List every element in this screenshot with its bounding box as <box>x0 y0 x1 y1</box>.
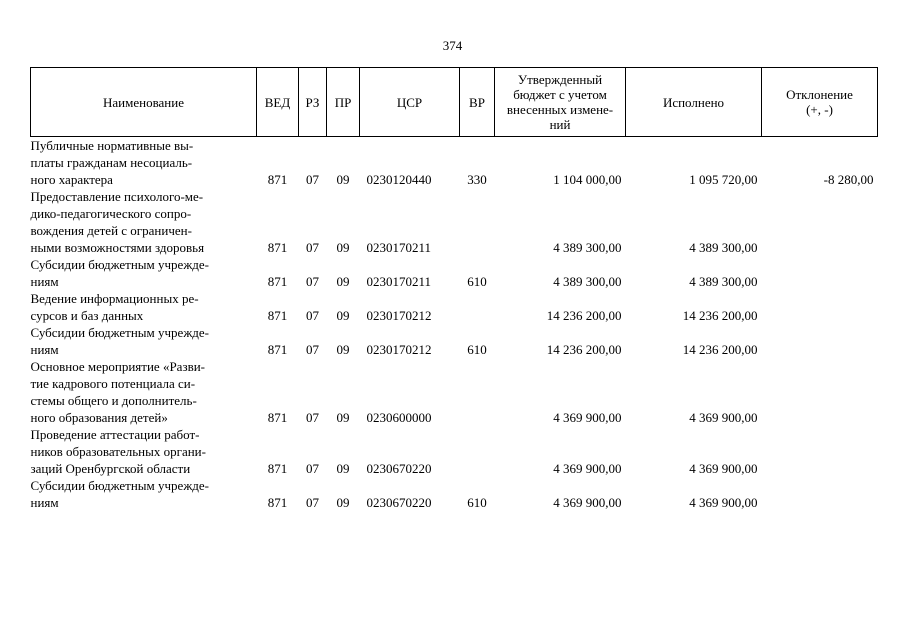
cell-deviation <box>762 324 878 358</box>
cell-csr: 0230670220 <box>366 461 432 476</box>
cell-pr: 09 <box>336 172 350 187</box>
cell-ved: 871 <box>267 495 288 510</box>
cell-vr: 610 <box>467 274 487 289</box>
table-row <box>31 477 878 511</box>
cell-name <box>31 256 257 290</box>
table-row <box>31 290 878 324</box>
header-approved <box>495 68 626 137</box>
table-row <box>31 137 878 189</box>
cell-name-line: Субсидии бюджетным учрежде- <box>30 325 210 340</box>
cell-name-line: стемы общего и дополнитель- <box>30 393 197 408</box>
cell-ved: 871 <box>267 308 288 323</box>
cell-csr: 0230120440 <box>366 172 432 187</box>
cell-name-line: заций Оренбургской области <box>30 461 191 476</box>
cell-name-line: Публичные нормативные вы- <box>30 138 194 153</box>
cell-name-line: тие кадрового потенциала си- <box>30 376 196 391</box>
cell-name-line: ного образования детей» <box>30 410 168 425</box>
table-row <box>31 324 878 358</box>
table-row <box>31 188 878 256</box>
cell-rz: 07 <box>306 240 319 255</box>
cell-ved: 871 <box>267 461 288 476</box>
cell-name <box>31 188 257 256</box>
cell-name <box>31 477 257 511</box>
cell-name-line: Проведение аттестации работ- <box>30 427 200 442</box>
cell-name-line: Субсидии бюджетным учрежде- <box>30 478 210 493</box>
cell-rz: 07 <box>306 172 319 187</box>
cell-deviation <box>762 256 878 290</box>
cell-name-line: вождения детей с ограничен- <box>30 223 192 238</box>
cell-approved: 4 389 300,00 <box>553 240 622 255</box>
cell-executed: 4 389 300,00 <box>689 240 758 255</box>
header-deviation-line: Отклонение <box>786 87 853 102</box>
cell-vr <box>460 188 495 256</box>
cell-deviation <box>762 426 878 477</box>
cell-rz: 07 <box>306 410 319 425</box>
cell-pr: 09 <box>336 495 350 510</box>
cell-ved: 871 <box>267 410 288 425</box>
cell-executed: 4 369 900,00 <box>689 410 758 425</box>
cell-name <box>31 426 257 477</box>
cell-executed: 4 389 300,00 <box>689 274 758 289</box>
header-vr: ВР <box>460 68 495 137</box>
cell-name <box>31 137 257 189</box>
cell-csr: 0230170212 <box>366 342 432 357</box>
table-row <box>31 256 878 290</box>
cell-name <box>31 324 257 358</box>
cell-csr: 0230170211 <box>366 274 432 289</box>
header-approved-line: Утвержденный <box>517 72 603 87</box>
cell-deviation: -8 280,00 <box>823 172 874 187</box>
cell-executed: 4 369 900,00 <box>689 495 758 510</box>
cell-vr: 330 <box>467 172 487 187</box>
cell-ved: 871 <box>267 240 288 255</box>
cell-pr: 09 <box>336 342 350 357</box>
header-deviation <box>762 68 878 137</box>
table-body <box>31 137 878 512</box>
cell-rz: 07 <box>306 495 319 510</box>
cell-pr: 09 <box>336 240 350 255</box>
cell-vr <box>460 358 495 426</box>
header-approved-line: ний <box>549 117 571 132</box>
cell-name-line: Субсидии бюджетным учрежде- <box>30 257 210 272</box>
cell-executed: 14 236 200,00 <box>682 308 758 323</box>
cell-deviation <box>762 188 878 256</box>
cell-executed: 1 095 720,00 <box>689 172 758 187</box>
cell-name <box>31 290 257 324</box>
cell-pr: 09 <box>336 410 350 425</box>
cell-name-line: ниям <box>30 342 59 357</box>
cell-executed: 4 369 900,00 <box>689 461 758 476</box>
budget-table <box>30 67 878 511</box>
cell-vr <box>460 426 495 477</box>
header-deviation-line: (+, -) <box>806 102 833 117</box>
cell-name-line: Основное мероприятие «Разви- <box>30 359 205 374</box>
cell-approved: 14 236 200,00 <box>546 342 622 357</box>
cell-csr: 0230170211 <box>366 240 432 255</box>
cell-approved: 1 104 000,00 <box>553 172 622 187</box>
cell-ved: 871 <box>267 274 288 289</box>
header-name: Наименование <box>31 68 257 137</box>
table-row <box>31 426 878 477</box>
cell-vr <box>460 290 495 324</box>
cell-rz: 07 <box>306 342 319 357</box>
cell-deviation <box>762 290 878 324</box>
cell-pr: 09 <box>336 461 350 476</box>
cell-name-line: ного характера <box>30 172 113 187</box>
cell-name-line: сурсов и баз данных <box>30 308 144 323</box>
header-approved-line: внесенных измене- <box>506 102 614 117</box>
cell-ved: 871 <box>267 172 288 187</box>
cell-rz: 07 <box>306 308 319 323</box>
cell-name-line: Ведение информационных ре- <box>30 291 199 306</box>
cell-pr: 09 <box>336 308 350 323</box>
cell-csr: 0230600000 <box>366 410 432 425</box>
header-approved-line: бюджет с учетом <box>513 87 607 102</box>
cell-vr: 610 <box>467 342 487 357</box>
cell-name-line: ными возможностями здоровья <box>30 240 205 255</box>
cell-name-line: ниям <box>30 274 59 289</box>
cell-rz: 07 <box>306 274 319 289</box>
cell-deviation <box>762 477 878 511</box>
cell-approved: 4 369 900,00 <box>553 410 622 425</box>
cell-approved: 14 236 200,00 <box>546 308 622 323</box>
page-number: 374 <box>442 38 463 53</box>
cell-rz: 07 <box>306 461 319 476</box>
cell-approved: 4 369 900,00 <box>553 461 622 476</box>
header-rz: РЗ <box>299 68 327 137</box>
table-row <box>31 358 878 426</box>
cell-approved: 4 389 300,00 <box>553 274 622 289</box>
cell-name-line: ниям <box>30 495 59 510</box>
header-pr: ПР <box>327 68 360 137</box>
cell-vr: 610 <box>467 495 487 510</box>
cell-approved: 4 369 900,00 <box>553 495 622 510</box>
cell-csr: 0230670220 <box>366 495 432 510</box>
cell-name-line: дико-педагогического сопро- <box>30 206 192 221</box>
cell-name-line: платы гражданам несоциаль- <box>30 155 193 170</box>
cell-pr: 09 <box>336 274 350 289</box>
cell-executed: 14 236 200,00 <box>682 342 758 357</box>
cell-csr: 0230170212 <box>366 308 432 323</box>
header-executed: Исполнено <box>626 68 762 137</box>
cell-name-line: Предоставление психолого-ме- <box>30 189 204 204</box>
table-header-row <box>31 68 878 137</box>
cell-deviation <box>762 358 878 426</box>
header-ved: ВЕД <box>257 68 299 137</box>
cell-name <box>31 358 257 426</box>
cell-name-line: ников образовательных органи- <box>30 444 206 459</box>
cell-ved: 871 <box>267 342 288 357</box>
header-csr: ЦСР <box>360 68 460 137</box>
